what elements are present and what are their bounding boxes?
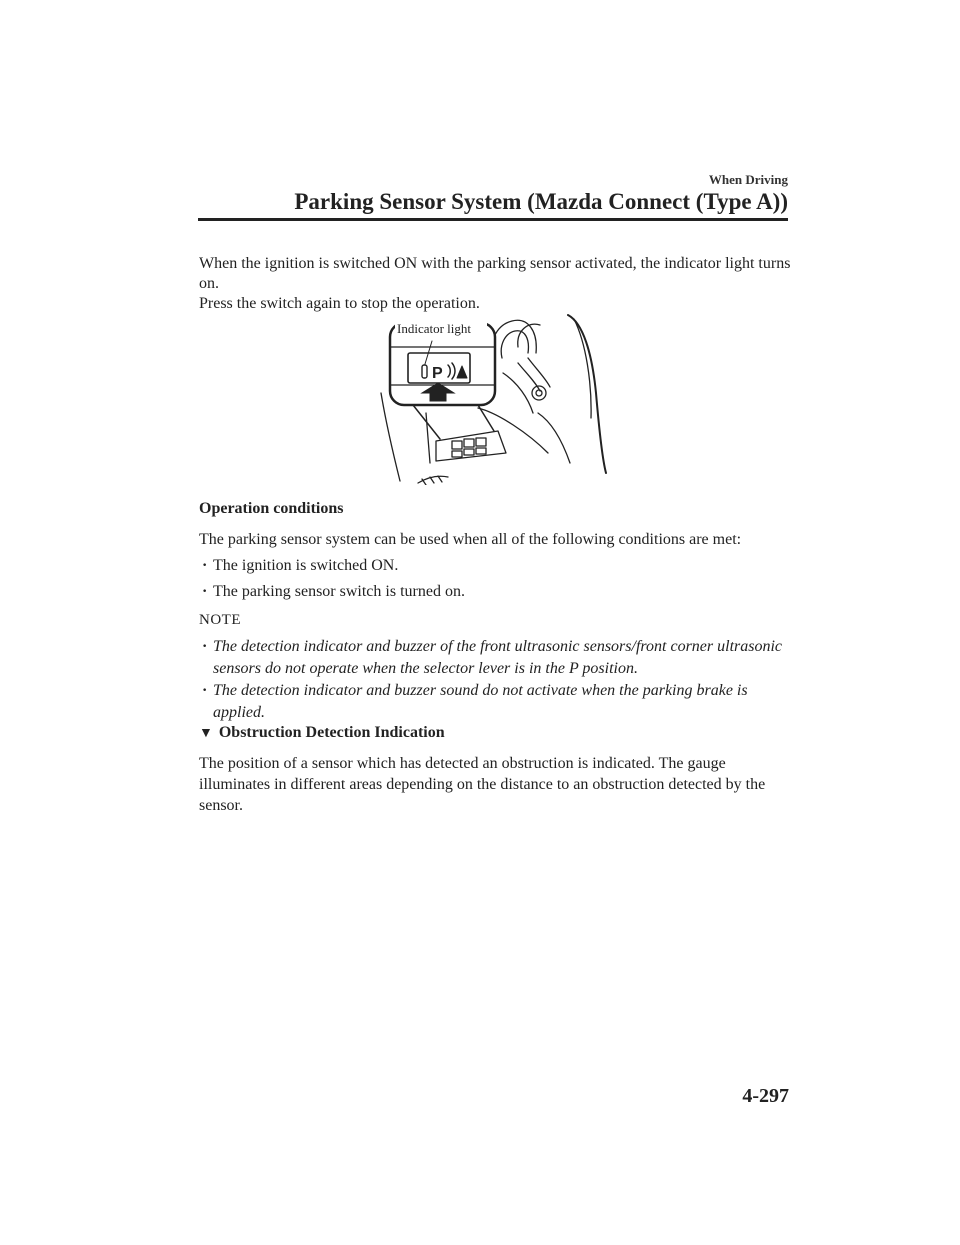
note-label: NOTE bbox=[199, 612, 241, 628]
page-title: Parking Sensor System (Mazda Connect (Type A)) bbox=[294, 189, 788, 214]
operation-conditions-intro: The parking sensor system can be used when all of the following conditions are met: bbox=[199, 531, 742, 548]
obstruction-heading-text: Obstruction Detection Indication bbox=[218, 724, 445, 741]
title-rule bbox=[198, 218, 788, 221]
indicator-light-label: Indicator light bbox=[397, 321, 472, 336]
section-label: When Driving bbox=[708, 172, 788, 187]
triangle-down-icon: ▼ bbox=[199, 726, 213, 741]
list-item: · The parking sensor switch is turned on. bbox=[199, 582, 789, 602]
operation-conditions-list bbox=[199, 556, 789, 608]
operation-conditions-heading: Operation conditions bbox=[199, 500, 344, 517]
obstruction-text: The position of a sensor which has detected an obstruction is indicated. The gauge illuminates in different areas depending on the distance to an obstruction detected by the sensor. bbox=[199, 755, 766, 814]
intro-paragraph bbox=[199, 254, 791, 314]
switch-p-letter: P bbox=[432, 365, 443, 382]
intro-line-2: Press the switch again to stop the operation. bbox=[199, 295, 480, 312]
note-item: · The detection indicator and buzzer sound do not activate when the parking brake is applied. bbox=[199, 680, 791, 724]
page-number: 4-297 bbox=[742, 1085, 789, 1107]
intro-line-1: When the ignition is switched ON with the parking sensor activated, the indicator light turns on. bbox=[199, 255, 791, 292]
parking-sensor-switch-illustration bbox=[378, 313, 608, 485]
note-list bbox=[199, 636, 791, 724]
obstruction-heading bbox=[199, 724, 445, 742]
note-item: · The detection indicator and buzzer of the front ultrasonic sensors/front corner ultrasonic sensors do not operate when the selector lever is in the P position. bbox=[199, 636, 791, 680]
list-item: · The ignition is switched ON. bbox=[199, 556, 789, 576]
